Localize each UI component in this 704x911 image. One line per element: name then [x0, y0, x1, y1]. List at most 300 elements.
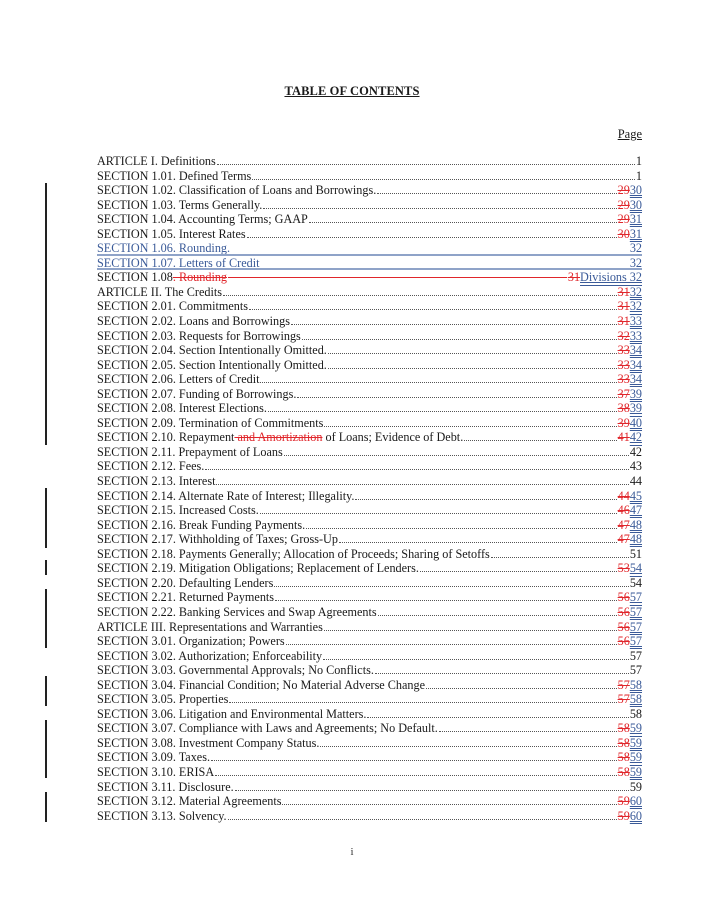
- toc-entry-label: [97, 750, 210, 765]
- deleted-page-number: 29: [617, 212, 630, 227]
- toc-entry[interactable]: [97, 474, 642, 489]
- entry-label-text: SECTION 2.11. Prepayment of Loans: [97, 444, 283, 459]
- toc-entry-label: [97, 227, 246, 242]
- toc-entry[interactable]: [97, 663, 642, 678]
- page-number: [618, 401, 642, 416]
- entry-label-text: SECTION 3.10. ERISA: [97, 764, 215, 779]
- inserted-page-number: 32: [629, 299, 642, 314]
- page-number: [618, 183, 642, 198]
- deleted-page-number: 30: [617, 226, 630, 241]
- entry-label-text: SECTION 2.10. Repayment: [97, 430, 235, 445]
- page-number: [618, 561, 642, 576]
- page-number-text: 32: [629, 241, 642, 256]
- inserted-page-number: 58: [629, 677, 642, 692]
- toc-entry[interactable]: [97, 372, 642, 387]
- deleted-page-number: 59: [617, 794, 630, 809]
- page-number-text: 1: [635, 154, 642, 168]
- deleted-page-number: 29: [617, 183, 630, 198]
- deleted-page-number: 41: [617, 430, 630, 445]
- entry-label-text: SECTION 3.09. Taxes.: [97, 750, 211, 765]
- toc-entry[interactable]: [97, 358, 642, 373]
- toc-entry-label: [97, 634, 285, 649]
- page-number: [630, 256, 642, 271]
- toc-entry-label: [97, 198, 262, 213]
- toc-entry[interactable]: [97, 503, 642, 518]
- toc-entry-label: [97, 241, 230, 256]
- inserted-page-number: 33: [629, 314, 642, 329]
- page-column-header: Page: [617, 127, 642, 141]
- entry-label-text: SECTION 2.01. Commitments: [97, 299, 248, 314]
- toc-entry-label: [97, 692, 228, 707]
- dot-leader: [323, 649, 629, 660]
- inserted-page-number: Divisions 32: [580, 270, 642, 285]
- page-number: [618, 765, 642, 780]
- dot-leader: [286, 634, 617, 645]
- inserted-page-number: 57: [629, 604, 642, 619]
- inserted-page-number: 31: [629, 226, 642, 241]
- deleted-page-number: 47: [617, 517, 630, 532]
- page-number: [630, 707, 642, 722]
- entry-label-text: SECTION 1.02. Classification of Loans and Borrowings.: [97, 183, 377, 198]
- toc-entry-label: [97, 663, 374, 678]
- toc-entry[interactable]: [97, 649, 642, 664]
- toc-entry-label: [97, 459, 204, 474]
- inserted-page-number: 30: [629, 197, 642, 212]
- deleted-page-number: 32: [617, 328, 630, 343]
- toc-entry-label: [97, 532, 338, 547]
- entry-label-text: SECTION 1.03. Terms Generally.: [97, 197, 263, 212]
- entry-label-text: SECTION 1.08: [97, 270, 173, 285]
- deleted-page-number: 56: [617, 619, 630, 634]
- entry-label-text: SECTION 2.17. Withholding of Taxes; Gross-Up: [97, 532, 338, 547]
- page-number-text: 42: [629, 444, 642, 459]
- entry-label-text: SECTION 2.15. Increased Costs.: [97, 503, 259, 518]
- dot-leader: [426, 678, 617, 689]
- dot-leader: [268, 401, 617, 412]
- toc-entry-label: [97, 649, 322, 664]
- deleted-page-number: 58: [617, 750, 630, 765]
- toc-entry[interactable]: [97, 678, 642, 693]
- toc-entry-label: [97, 489, 354, 504]
- deleted-page-number: 31: [617, 299, 630, 314]
- toc-entry-label: [97, 372, 259, 387]
- toc-entry-label: [97, 154, 216, 169]
- dot-leader: [275, 590, 617, 601]
- dot-leader: [252, 169, 635, 180]
- entry-label-text: SECTION 3.04. Financial Condition; No Material Adverse Change: [97, 677, 425, 692]
- revision-change-bar: [45, 792, 47, 822]
- toc-entry-label: [97, 503, 259, 518]
- toc-entry[interactable]: [97, 430, 642, 445]
- inserted-page-number: 59: [629, 721, 642, 736]
- entry-label-text: SECTION 3.13. Solvency.: [97, 808, 227, 823]
- entry-label-text: SECTION 1.06. Rounding.: [97, 241, 231, 256]
- toc-entry[interactable]: [97, 765, 642, 780]
- entry-label-text: SECTION 2.19. Mitigation Obligations; Replacement of Lenders.: [97, 561, 419, 576]
- dot-leader: [231, 241, 629, 251]
- toc-entry[interactable]: [97, 314, 642, 329]
- deleted-page-number: 29: [617, 197, 630, 212]
- page-number: [618, 212, 642, 227]
- toc-entry-label: [97, 576, 273, 591]
- page-number: [618, 518, 642, 533]
- dot-leader: [375, 663, 629, 674]
- dot-leader: [228, 809, 617, 820]
- deleted-page-number: 57: [617, 692, 630, 707]
- dot-leader: [223, 285, 617, 296]
- toc-entry-label: [97, 358, 327, 373]
- toc-entry[interactable]: [97, 256, 642, 271]
- deleted-page-number: 33: [617, 343, 630, 358]
- toc-entry-label: [97, 736, 319, 751]
- entry-label-text: SECTION 3.01. Organization; Powers: [97, 634, 285, 649]
- dot-leader: [306, 518, 616, 529]
- toc-entry[interactable]: [97, 532, 642, 547]
- toc-entry-label: [97, 314, 290, 329]
- toc-entry[interactable]: [97, 227, 642, 242]
- toc-entry-label: [97, 270, 227, 285]
- toc-entry[interactable]: [97, 721, 642, 736]
- page-number: [618, 503, 642, 518]
- entry-label-text: SECTION 2.14. Alternate Rate of Interest; Illegality.: [97, 488, 355, 503]
- toc-entry[interactable]: [97, 270, 642, 285]
- toc-entry-label: [97, 285, 222, 300]
- toc-entry[interactable]: [97, 343, 642, 358]
- entry-label-text: SECTION 3.07. Compliance with Laws and Agreements; No Default.: [97, 721, 438, 736]
- toc-entry-label: [97, 169, 251, 184]
- inserted-page-number: 57: [629, 590, 642, 605]
- dot-leader: [355, 489, 616, 500]
- entry-label-text: ARTICLE II. The Credits: [97, 284, 222, 299]
- entry-label-text: SECTION 3.06. Litigation and Environmental Matters.: [97, 706, 367, 721]
- toc-entry[interactable]: [97, 198, 642, 213]
- page-number: [618, 227, 642, 242]
- entry-label-text: SECTION 1.07. Letters of Credit: [97, 255, 260, 270]
- inserted-page-number: 32: [629, 284, 642, 299]
- toc-entry-label: [97, 212, 308, 227]
- entry-label-text: SECTION 1.01. Defined Terms: [97, 168, 252, 183]
- toc-entry[interactable]: [97, 169, 642, 184]
- entry-label-text: SECTION 3.11. Disclosure.: [97, 779, 234, 794]
- deleted-page-number: 59: [617, 808, 630, 823]
- entry-label-text: SECTION 2.02. Loans and Borrowings: [97, 314, 290, 329]
- page-number: [568, 270, 642, 285]
- page-number: [618, 692, 642, 707]
- deleted-page-number: 58: [617, 764, 630, 779]
- inserted-page-number: 42: [629, 430, 642, 445]
- toc-entry[interactable]: [97, 329, 642, 344]
- deleted-page-number: 57: [617, 677, 630, 692]
- inserted-page-number: 40: [629, 415, 642, 430]
- page-number: [618, 634, 642, 649]
- dot-leader: [302, 329, 617, 340]
- toc-entry[interactable]: [97, 547, 642, 562]
- deleted-page-number: 47: [617, 532, 630, 547]
- inserted-page-number: 48: [629, 517, 642, 532]
- footer-page-number: i: [350, 846, 354, 858]
- dot-leader: [339, 532, 617, 543]
- deleted-page-number: 33: [617, 357, 630, 372]
- page-number: [618, 721, 642, 736]
- deleted-page-number: 31: [617, 284, 630, 299]
- page-number: [618, 430, 642, 445]
- inserted-page-number: 58: [629, 692, 642, 707]
- entry-label-text: SECTION 3.08. Investment Company Status.: [97, 735, 320, 750]
- page-number: [618, 343, 642, 358]
- deleted-page-number: 56: [617, 590, 630, 605]
- toc-entry[interactable]: [97, 750, 642, 765]
- revision-change-bar: [45, 183, 47, 445]
- toc-entry[interactable]: [97, 605, 642, 620]
- page-number: [636, 169, 642, 184]
- page-number: [618, 620, 642, 635]
- page-number: [618, 299, 642, 314]
- deleted-page-number: 31: [617, 314, 630, 329]
- entry-label-text: SECTION 2.20. Defaulting Lenders: [97, 575, 274, 590]
- toc-entry-label: [97, 590, 274, 605]
- page-number-text: 57: [629, 663, 642, 678]
- entry-label-text: ARTICLE I. Definitions: [97, 154, 216, 168]
- page-number-text: 59: [629, 779, 642, 794]
- page-number-text: 32: [629, 255, 642, 270]
- dot-leader: [249, 299, 617, 310]
- toc-title: TABLE OF CONTENTS: [284, 84, 420, 98]
- toc-entry[interactable]: [97, 794, 642, 809]
- toc-entry[interactable]: [97, 285, 642, 300]
- page-number: [618, 605, 642, 620]
- page-number: [618, 372, 642, 387]
- toc-entry[interactable]: [97, 692, 642, 707]
- inserted-page-number: 59: [629, 764, 642, 779]
- deleted-label-text: and Amortization: [234, 430, 323, 445]
- inserted-page-number: 59: [629, 735, 642, 750]
- toc-entry[interactable]: [97, 299, 642, 314]
- dot-leader: [260, 256, 628, 266]
- dot-leader: [328, 358, 617, 369]
- dot-leader: [235, 780, 629, 791]
- toc-entry[interactable]: [97, 401, 642, 416]
- page-number: [630, 780, 642, 795]
- dot-leader: [216, 474, 628, 485]
- entry-label-text: SECTION 1.05. Interest Rates: [97, 226, 246, 241]
- page-number: [618, 416, 642, 431]
- page-number: [630, 547, 642, 562]
- dot-leader: [284, 445, 629, 456]
- inserted-page-number: 34: [629, 372, 642, 387]
- entry-label-text: SECTION 2.13. Interest: [97, 474, 216, 489]
- deleted-page-number: 33: [617, 372, 630, 387]
- toc-entry[interactable]: [97, 576, 642, 591]
- page-number: [618, 736, 642, 751]
- dot-leader: [324, 416, 616, 427]
- dot-leader: [260, 372, 616, 383]
- dot-leader: [205, 459, 628, 470]
- page-number: [618, 532, 642, 547]
- dot-leader: [217, 154, 635, 165]
- dot-leader: [215, 765, 616, 776]
- toc-entry-label: [97, 256, 259, 271]
- toc-entry[interactable]: [97, 780, 642, 795]
- dot-leader: [378, 605, 617, 616]
- dot-leader: [367, 707, 628, 718]
- toc-entry-label: [97, 678, 425, 693]
- toc-entry[interactable]: [97, 154, 642, 169]
- page-number-text: 58: [629, 706, 642, 721]
- entry-label-text: SECTION 3.02. Authorization; Enforceability: [97, 648, 323, 663]
- toc-entry[interactable]: [97, 736, 642, 751]
- entry-label-text: SECTION 2.16. Break Funding Payments.: [97, 517, 306, 532]
- toc-entry-label: [97, 561, 419, 576]
- dot-leader: [439, 721, 617, 732]
- toc-list: [97, 154, 642, 823]
- toc-entry-label: [97, 299, 248, 314]
- toc-entry-label: [97, 387, 296, 402]
- page-number-text: 57: [629, 648, 642, 663]
- toc-entry[interactable]: [97, 809, 642, 824]
- page-number: [618, 678, 642, 693]
- toc-entry[interactable]: [97, 416, 642, 431]
- page-number: [618, 489, 642, 504]
- dot-leader: [247, 227, 617, 238]
- revision-change-bar: [45, 589, 47, 648]
- toc-entry-label: [97, 416, 323, 431]
- toc-entry-label: [97, 343, 327, 358]
- page-number: [618, 794, 642, 809]
- toc-entry-label: [97, 518, 305, 533]
- entry-label-text: SECTION 2.07. Funding of Borrowings.: [97, 386, 297, 401]
- page-number-text: 43: [629, 459, 642, 474]
- toc-entry-label: [97, 809, 227, 824]
- entry-label-text: SECTION 2.06. Letters of Credit: [97, 372, 260, 387]
- page-number: [630, 649, 642, 664]
- inserted-page-number: 60: [629, 794, 642, 809]
- toc-entry[interactable]: [97, 518, 642, 533]
- toc-entry[interactable]: [97, 212, 642, 227]
- toc-entry[interactable]: [97, 241, 642, 256]
- dot-leader: [320, 736, 616, 747]
- page-number: [630, 576, 642, 591]
- revision-change-bar: [45, 488, 47, 548]
- page-number: [636, 154, 642, 169]
- toc-entry-label: [97, 620, 323, 635]
- toc-entry-label: [97, 794, 281, 809]
- toc-entry[interactable]: [97, 183, 642, 198]
- toc-entry[interactable]: [97, 459, 642, 474]
- page-number: [630, 459, 642, 474]
- page-number: [630, 241, 642, 256]
- toc-entry-label: [97, 707, 366, 722]
- toc-entry[interactable]: [97, 387, 642, 402]
- page-number-text: 51: [629, 546, 642, 561]
- toc-entry[interactable]: [97, 489, 642, 504]
- dot-leader: [263, 198, 616, 209]
- deleted-page-number: 56: [617, 604, 630, 619]
- entry-label-text: SECTION 2.22. Banking Services and Swap Agreements: [97, 604, 377, 619]
- page-number: [630, 474, 642, 489]
- inserted-page-number: 39: [629, 401, 642, 416]
- deleted-page-number: 38: [617, 401, 630, 416]
- deleted-page-number: 46: [617, 503, 630, 518]
- page-number: [618, 590, 642, 605]
- toc-entry[interactable]: [97, 620, 642, 635]
- toc-entry-label: [97, 780, 234, 795]
- inserted-page-number: 54: [629, 561, 642, 576]
- deleted-label-text: . Rounding: [172, 270, 228, 285]
- toc-entry-label: [97, 605, 377, 620]
- page-number: [618, 750, 642, 765]
- inserted-page-number: 45: [629, 488, 642, 503]
- entry-label-text: ARTICLE III. Representations and Warranties: [97, 619, 323, 634]
- dot-leader: [464, 430, 616, 441]
- entry-label-text: SECTION 3.05. Properties: [97, 692, 229, 707]
- entry-label-text: SECTION 3.03. Governmental Approvals; No Conflicts.: [97, 663, 374, 678]
- page-number: [618, 329, 642, 344]
- toc-entry-label: [97, 329, 301, 344]
- entry-label-text: SECTION 2.05. Section Intentionally Omitted.: [97, 357, 327, 372]
- inserted-page-number: 30: [629, 183, 642, 198]
- inserted-page-number: 60: [629, 808, 642, 823]
- deleted-page-number: 58: [617, 735, 630, 750]
- entry-label-text: SECTION 1.04. Accounting Terms; GAAP: [97, 212, 308, 227]
- deleted-page-number: 58: [617, 721, 630, 736]
- toc-entry-label: [97, 721, 438, 736]
- page-number: [618, 198, 642, 213]
- page-number: [618, 387, 642, 402]
- toc-entry-label: [97, 430, 463, 445]
- toc-entry[interactable]: [97, 707, 642, 722]
- deleted-page-number: 44: [617, 488, 630, 503]
- dot-leader: [309, 212, 617, 223]
- inserted-page-number: 59: [629, 750, 642, 765]
- page-number: [618, 314, 642, 329]
- entry-label-text: SECTION 2.04. Section Intentionally Omitted.: [97, 343, 327, 358]
- dot-leader: [229, 692, 616, 703]
- entry-label-text: SECTION 2.12. Fees.: [97, 459, 205, 474]
- entry-label-continued: of Loans; Evidence of Debt.: [322, 430, 464, 445]
- dot-leader: [420, 561, 617, 572]
- toc-entry[interactable]: [97, 590, 642, 605]
- dot-leader: [324, 620, 617, 631]
- toc-entry[interactable]: [97, 634, 642, 649]
- page-number-text: 1: [635, 168, 642, 183]
- inserted-page-number: 57: [629, 634, 642, 649]
- inserted-page-number: 57: [629, 619, 642, 634]
- page-number: [618, 809, 642, 824]
- toc-entry[interactable]: [97, 445, 642, 460]
- toc-entry-label: [97, 445, 283, 460]
- dot-leader: [377, 183, 616, 194]
- dot-leader: [260, 503, 617, 514]
- page-number: [630, 663, 642, 678]
- inserted-page-number: 47: [629, 503, 642, 518]
- inserted-page-number: 31: [629, 212, 642, 227]
- deleted-page-number: 56: [617, 634, 630, 649]
- toc-entry-label: [97, 474, 215, 489]
- entry-label-text: SECTION 2.03. Requests for Borrowings: [97, 328, 301, 343]
- page-number-text: 54: [629, 575, 642, 590]
- toc-entry-label: [97, 401, 267, 416]
- inserted-page-number: 34: [629, 343, 642, 358]
- entry-label-text: SECTION 2.21. Returned Payments: [97, 590, 275, 605]
- entry-label-text: SECTION 3.12. Material Agreements: [97, 794, 282, 809]
- inserted-page-number: 34: [629, 357, 642, 372]
- toc-entry-label: [97, 765, 214, 780]
- toc-entry[interactable]: [97, 561, 642, 576]
- page-number: [618, 358, 642, 373]
- entry-label-text: SECTION 2.08. Interest Elections.: [97, 401, 267, 416]
- dot-leader: [491, 547, 629, 558]
- dot-leader: [228, 270, 567, 278]
